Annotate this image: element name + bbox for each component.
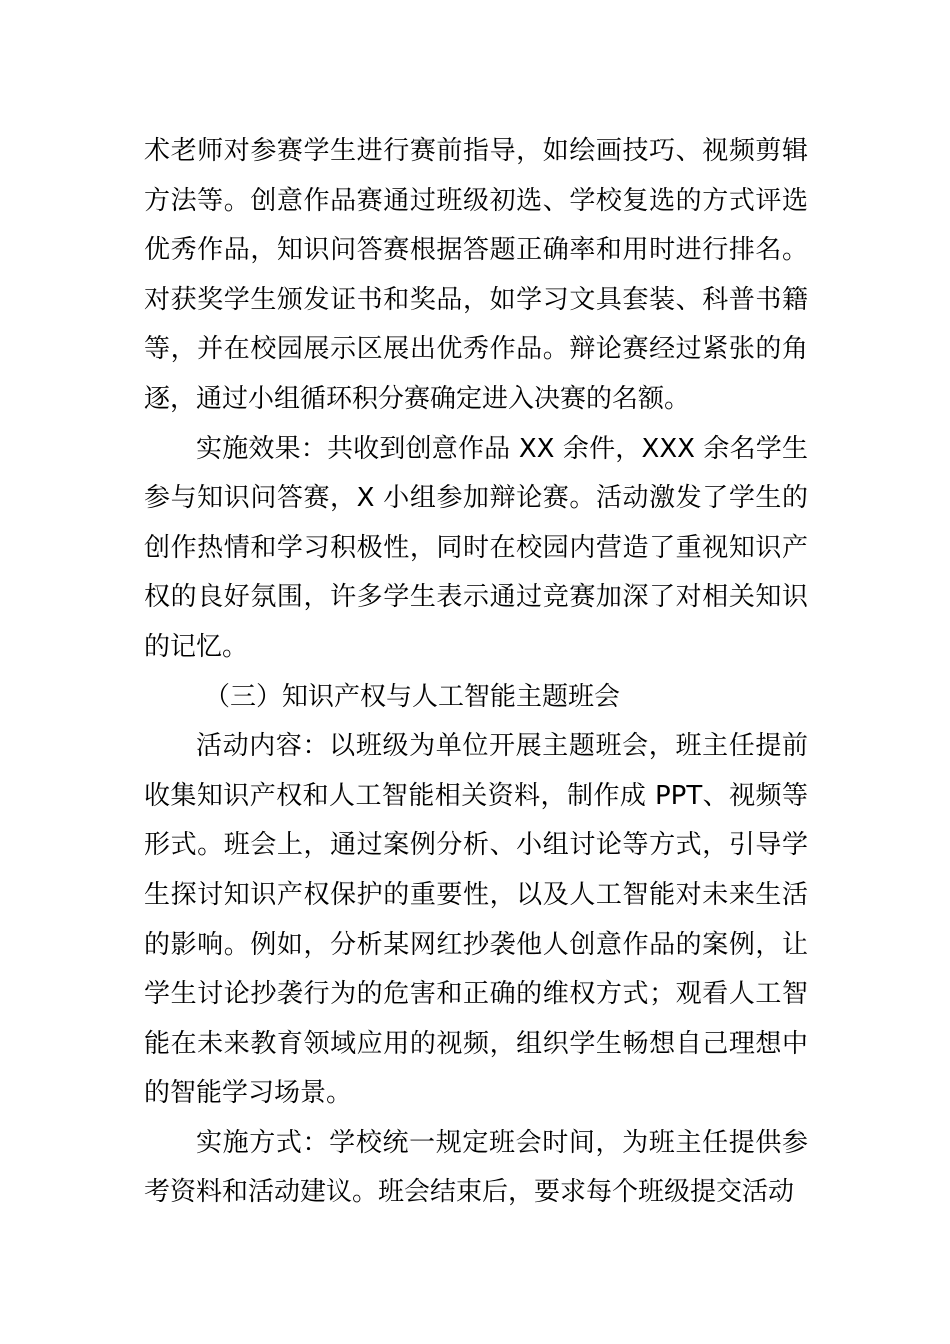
paragraph-implementation-method: 实施方式：学校统一规定班会时间，为班主任提供参考资料和活动建议。班会结束后，要求每个班级提交活动: [144, 1127, 808, 1208]
document-body: [144, 127, 808, 1218]
paragraph-activity-content: 活动内容：以班级为单位开展主题班会，班主任提前收集知识产权和人工智能相关资料，制作成 PPT、视频等形式。班会上，通过案例分析、小组讨论等方式，引导学生探讨知识产权保护的重要性，以及人工智能对未来生活的影响。例如，分析某网红抄袭他人创意作品的案例，让学生讨论抄袭行为的危害和正确的维权方式；观看人工智能在未来教育领域应用的视频，组织学生畅想自己理想中的智能学习场景。: [144, 731, 808, 1109]
section-heading: （三）知识产权与人工智能主题班会: [204, 681, 621, 712]
paragraph-continuation: 术老师对参赛学生进行赛前指导，如绘画技巧、视频剪辑方法等。创意作品赛通过班级初选、学校复选的方式评选优秀作品，知识问答赛根据答题正确率和用时进行排名。对获奖学生颁发证书和奖品，如学习文具套装、科普书籍等，并在校园展示区展出优秀作品。辩论赛经过紧张的角逐，通过小组循环积分赛确定进入决赛的名额。: [144, 136, 808, 414]
paragraph-implementation-effect: 实施效果：共收到创意作品 XX 余件，XXX 余名学生参与知识问答赛，X 小组参加辩论赛。活动激发了学生的创作热情和学习积极性，同时在校园内营造了重视知识产权的良好氛围，许多学生表示通过竞赛加深了对相关知识的记忆。: [144, 433, 808, 662]
